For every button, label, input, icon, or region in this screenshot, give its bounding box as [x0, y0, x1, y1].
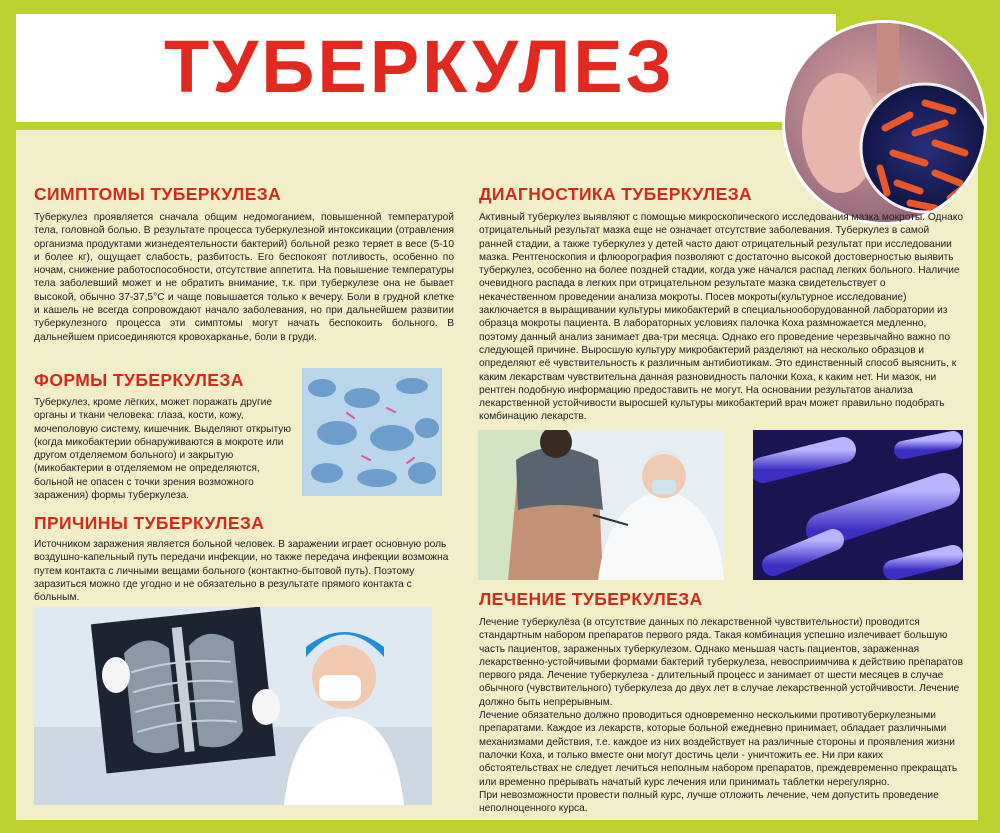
symptoms-heading: СИМПТОМЫ ТУБЕРКУЛЕЗА: [34, 184, 282, 204]
causes-heading: ПРИЧИНЫ ТУБЕРКУЛЕЗА: [34, 513, 265, 533]
treatment-heading: ЛЕЧЕНИЕ ТУБЕРКУЛЕЗА: [479, 589, 703, 609]
lungs-bacteria-illustration: [782, 20, 987, 225]
diagnostics-heading: ДИАГНОСТИКА ТУБЕРКУЛЕЗА: [479, 184, 753, 204]
doctor-examination-photo: [478, 430, 724, 580]
xray-doctor-photo: [34, 607, 432, 805]
forms-text: Туберкулез, кроме лёгких, может поражать другие органы и ткани человека: глаза, кости, кожу, мочеполовую систему, кишечник. Выделяют открытую (когда микобактерии обнаруживаются в мокроте или другом отделяемом больного) и закрытую (микобактерии в отделяемом не определяются, больной не опасен с точки зрения возможного заражения) формы туберкулеза.: [34, 397, 292, 502]
micrograph-photo: [302, 368, 442, 496]
treatment-text: Лечение туберкулёза (в отсутствие данных по лекарственной чувствительности) проводится стандартным набором препаратов первого ряда. Такая комбинация успешно излечивает большую часть пациентов, зараженных туберкулезом. Однако меньшая часть пациентов, зараженная лекарственно-устойчивыми формами бактерий туберкулеза, невосприимчива к действию препаратов первого ряда. Лечение туберкулеза - длительный процесс и занимает от шести месяцев в случае обычного (чувствительного) туберкулеза до двух лет в случае лекарственной устойчивости. Лечение должно быть непрерывным. Лечение обязательно должно проводиться одновременно несколькими противотуберкулезными препаратами. Каждое из лекарств, которые больной ежедневно принимает, обладает различными механизмами действия, т.е. каждое из них воздействует на различные стороны и проявления жизни палочки Коха, и только вместе они могут достичь цели - уничтожить ее. Ни при каких обстоятельствах не следует лечиться неполным набором препаратов, преждевременно прекращать или временно прерывать начатый курс лечения или принимать таблетки нерегулярно. При невозможности провести полный курс, лучше отложить лечение, чем допустить проведение неполноценного курса.: [479, 617, 963, 815]
diagnostics-text: Активный туберкулез выявляют с помощью микроскопического исследования мазка мокроты. Однако отрицательный результат мазка еще не означает отсутствие заболевания. Туберкулез в самой ранней стадии, а также туберкулез у детей часто дают отрицательный результат при исследовании мазка. Рентгеноскопия и флюорография позволяют с достаточно высокой достоверностью выявить туберкулез, особенно на более поздней стадии, когда уже начался распад легких больного. Наличие очевидного распада в легких при отрицательном результате мазка свидетельствует о некачественном проведении анализа мокроты. Посев мокроты(культурное исследование) заключается в выращивании культуры микобактерий в специальнооборудованной лаборатории из образца мокроты пациента. В лабораторных условиях палочка Коха размножается медленно, поэтому данный анализ занимает два-три месяца. Однако его проведение черезвычайно важно по следующей причине. Выросшую культуру микробактерий разделяют на несколько образцов и определяют её чувствительность к различным антибиотикам. Это единственный способ выяснить, к каким лекарствам чувствительна данная разновидность палочки Коха, к каким нет. Ни мазок, ни рентген подобную информацию предоставить не могут. На основании результатов анализа лекарственной устойчивости выросшей культуры микобактерий врач может правильно подобрать комбинацию лекарств.: [479, 212, 963, 423]
symptoms-text: Туберкулез проявляется сначала общим недомоганием, повышенной температурой тела, головной болью. В результате процесса туберкулезной интоксикации (отравления организма продуктами жизнедеятельности бактерий) больной резко теряет в весе (5-10 и более кг), ощущает слабость, разбитость. Его беспокоят потливость, особенно по ночам, снижение работоспособности, отсутствие аппетита. На повышение температуры тела заболевший может и не обратить внимание, т.к. при туберкулезе она не бывает высокой, обычно 37-37,5°С и чаще повышается только к вечеру. Боли в грудной клетке и кашель не всегда сопровождают начало заболевания, но при дальнейшем развитии туберкулезного процесса эти симптомы могут начать беспокоить больного. В дальнейшем присоединяются кровохарканье, боли в груди.: [34, 212, 454, 343]
bacteria-3d-photo: [753, 430, 963, 580]
causes-text: Источником заражения является больной человек. В заражении играет основную роль воздушно-капельный путь передачи инфекции, но также передача инфекции возможна путем контакта с личными вещами больного (контактно-бытовой путь). Поэтому заразиться можно где угодно и не обязательно в результате прямого контакта с больным.: [34, 539, 449, 604]
forms-heading: ФОРМЫ ТУБЕРКУЛЕЗА: [34, 370, 244, 390]
poster-title: ТУБЕРКУЛЕЗ: [164, 25, 675, 108]
